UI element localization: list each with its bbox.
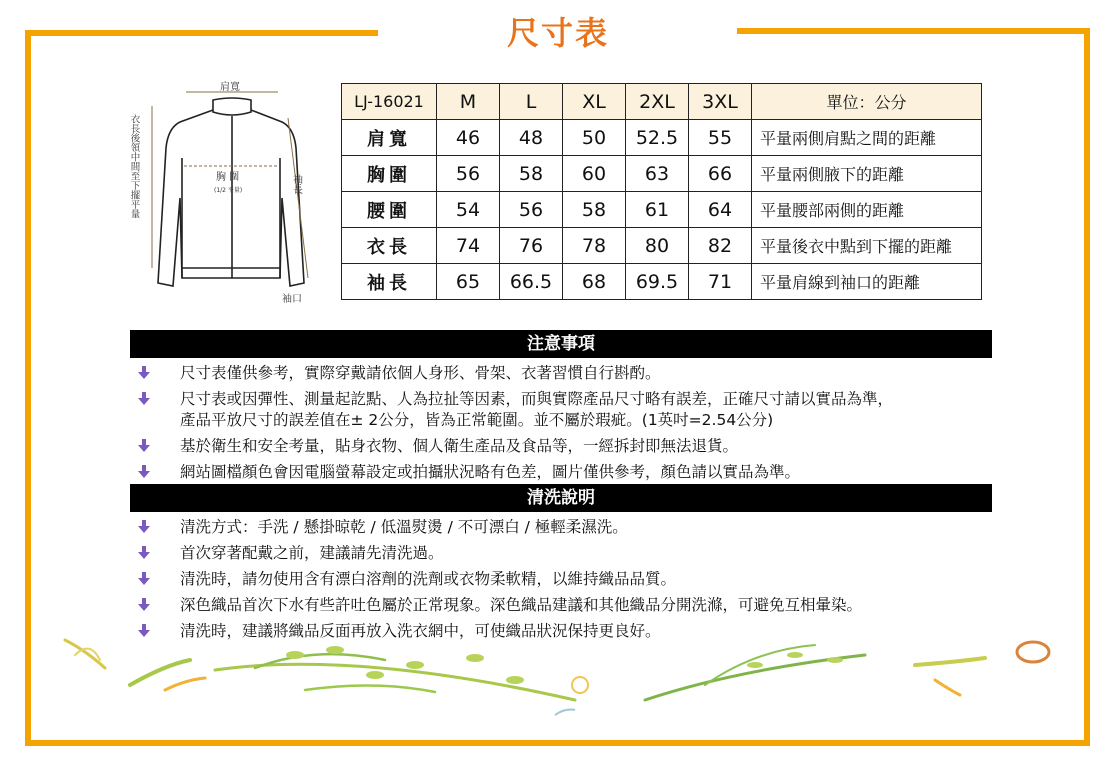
table-cell: 48	[500, 120, 563, 156]
washing-text: 清洗時，請勿使用含有漂白溶劑的洗劑或衣物柔軟精，以維持織品品質。	[180, 570, 677, 588]
table-cell: 66	[689, 156, 752, 192]
table-cell: 68	[563, 264, 626, 300]
frame-right	[1084, 28, 1090, 746]
list-item	[135, 363, 995, 384]
table-cell: 64	[689, 192, 752, 228]
model-number: LJ-16021	[342, 84, 437, 120]
table-cell: 71	[689, 264, 752, 300]
table-row	[342, 264, 982, 300]
row-label: 腰圍	[342, 192, 437, 228]
notice-list	[135, 363, 995, 488]
table-row	[342, 192, 982, 228]
table-cell: 78	[563, 228, 626, 264]
table-cell: 50	[563, 120, 626, 156]
jacket-measurement-diagram	[128, 78, 328, 308]
row-label: 胸圍	[342, 156, 437, 192]
frame-left	[25, 30, 31, 746]
list-item	[135, 569, 995, 590]
washing-text: 清洗方式：手洗 / 懸掛晾乾 / 低溫熨燙 / 不可漂白 / 極輕柔濕洗。	[180, 518, 628, 536]
washing-text: 清洗時，建議將織品反面再放入洗衣網中，可使織品狀況保持更良好。	[180, 622, 661, 640]
frame-top-left	[25, 30, 378, 36]
row-description: 平量肩線到袖口的距離	[752, 264, 982, 300]
size-table	[341, 83, 982, 300]
arrow-down-icon	[137, 439, 151, 453]
notice-text: 基於衛生和安全考量，貼身衣物、個人衛生產品及食品等，一經拆封即無法退貨。	[180, 437, 739, 455]
notice-text: 網站圖檔顏色會因電腦螢幕設定或拍攝狀況略有色差，圖片僅供參考，顏色請以實品為準。	[180, 463, 801, 481]
list-item	[135, 517, 995, 538]
table-cell: 54	[437, 192, 500, 228]
frame-bottom	[25, 740, 1090, 746]
row-description: 平量兩側肩點之間的距離	[752, 120, 982, 156]
table-cell: 58	[563, 192, 626, 228]
table-cell: 60	[563, 156, 626, 192]
page-title: 尺寸表	[506, 14, 609, 52]
arrow-down-icon	[137, 366, 151, 380]
arrow-down-icon	[137, 465, 151, 479]
row-label: 衣長	[342, 228, 437, 264]
arrow-down-icon	[137, 392, 151, 406]
table-cell: 66.5	[500, 264, 563, 300]
frame-top-right	[737, 28, 1090, 34]
arrow-down-icon	[137, 598, 151, 612]
cuff-label: 袖口	[282, 294, 302, 305]
washing-list	[135, 517, 995, 647]
notice-text-continued: 產品平放尺寸的誤差值在± 2公分，皆為正常範圍。並不屬於瑕疵。(1英吋=2.54公分)	[180, 411, 774, 429]
table-cell: 74	[437, 228, 500, 264]
table-cell: 69.5	[626, 264, 689, 300]
table-cell: 58	[500, 156, 563, 192]
size-header: 3XL	[689, 84, 752, 120]
table-row	[342, 156, 982, 192]
washing-text: 首次穿著配戴之前，建議請先清洗過。	[180, 544, 444, 562]
arrow-down-icon	[137, 572, 151, 586]
row-label: 肩寬	[342, 120, 437, 156]
row-label: 袖長	[342, 264, 437, 300]
washing-text: 深色織品首次下水有些許吐色屬於正常現象。深色織品建議和其他織品分開洗滌，可避免互相暈染。	[180, 596, 863, 614]
notice-heading: 注意事項	[130, 330, 992, 358]
shoulder-label: 肩寬	[220, 82, 240, 93]
list-item	[135, 462, 995, 483]
table-cell: 65	[437, 264, 500, 300]
plant-decoration-icon	[55, 630, 1065, 730]
notice-text: 尺寸表或因彈性、測量起訖點、人為拉扯等因素，而與實際產品尺寸略有誤差，正確尺寸請以實品為準，	[180, 390, 894, 408]
notice-text: 尺寸表僅供參考，實際穿戴請依個人身形、骨架、衣著習慣自行斟酌。	[180, 364, 661, 382]
list-item	[135, 436, 995, 457]
table-row	[342, 228, 982, 264]
arrow-down-icon	[137, 546, 151, 560]
size-table-header	[342, 84, 982, 120]
washing-heading: 清洗說明	[130, 484, 992, 512]
size-header: M	[437, 84, 500, 120]
row-description: 平量兩側腋下的距離	[752, 156, 982, 192]
table-cell: 56	[437, 156, 500, 192]
table-cell: 55	[689, 120, 752, 156]
table-cell: 82	[689, 228, 752, 264]
row-description: 平量腰部兩側的距離	[752, 192, 982, 228]
list-item	[135, 389, 995, 431]
unit-header: 單位：公分	[752, 84, 982, 120]
chest-sub-label: (1/2 平量)	[214, 187, 243, 194]
size-header: XL	[563, 84, 626, 120]
arrow-down-icon	[137, 520, 151, 534]
sleeve-label: 袖長	[290, 174, 302, 194]
table-cell: 61	[626, 192, 689, 228]
size-header: 2XL	[626, 84, 689, 120]
table-cell: 52.5	[626, 120, 689, 156]
table-cell: 63	[626, 156, 689, 192]
table-cell: 76	[500, 228, 563, 264]
length-label: 衣長後領中間至下擺平量	[128, 114, 140, 219]
table-cell: 46	[437, 120, 500, 156]
list-item	[135, 595, 995, 616]
table-cell: 80	[626, 228, 689, 264]
list-item	[135, 543, 995, 564]
table-cell: 56	[500, 192, 563, 228]
row-description: 平量後衣中點到下擺的距離	[752, 228, 982, 264]
table-row	[342, 120, 982, 156]
chest-label: 胸 圍	[216, 172, 240, 183]
size-header: L	[500, 84, 563, 120]
